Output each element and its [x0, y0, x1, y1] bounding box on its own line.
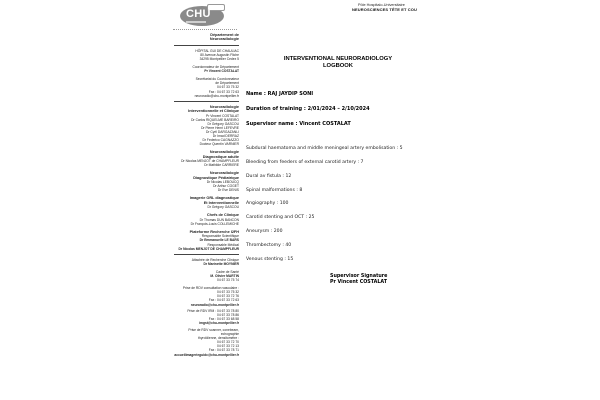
- staff-member: Dr Emmanuelle LE BARS: [199, 238, 239, 243]
- section-heading: Interventionnelle et Clinique: [188, 109, 239, 114]
- rdv-line: Fax : 04 67 33 78 71: [208, 348, 239, 353]
- rdv-line: Prise de RDV IRM : 04 67 33 78 80: [187, 309, 239, 314]
- divider: [174, 254, 239, 255]
- rdv-line: 04 67 33 72 13: [217, 344, 239, 349]
- title-line: LOGBOOK: [323, 62, 353, 69]
- signature-name: Pr Vincent COSTALAT: [330, 280, 388, 285]
- cadre-phone: 04 67 33 75 74: [217, 278, 239, 283]
- staff-section: [170, 196, 239, 209]
- address-line: 34295 Montpellier Cedex 5: [199, 57, 239, 61]
- rdv-line: Prise de RDV consultation vasculaire :: [182, 286, 239, 291]
- staff-member: Dr Arthur COGET: [213, 184, 239, 189]
- secretariat: [170, 77, 239, 97]
- logo-subline: [186, 21, 206, 23]
- staff-member: Dr Federico CAGNAZZO: [202, 138, 239, 143]
- section-heading: Et Interventionnelle: [203, 200, 239, 205]
- rdv-line: Fax : 04 67 33 72 63: [208, 298, 239, 303]
- staff-section: [170, 230, 239, 251]
- rdv-email: accueilimagerieguidc@chu-montpellier.fr: [174, 352, 239, 357]
- procedure-item: Dural av fistula : 12: [246, 174, 292, 179]
- secretariat-line: Secrétariat du Coordonnateur: [195, 77, 239, 82]
- staff-member: Responsable Scientifique: [201, 234, 239, 239]
- staff-member: Dr Grégory GASCOU: [207, 205, 239, 210]
- staff-member: Dr Nicolas LEBOUCQ: [206, 180, 239, 185]
- address-line: 80 Avenue Augustin Fliche: [200, 52, 239, 57]
- staff-member: Dr François-Louis COLLEMICHE: [190, 221, 239, 226]
- divider: [174, 45, 239, 46]
- procedure-item: Thrombectomy : 40: [246, 243, 292, 248]
- section-heading: Neuroradiologie: [209, 104, 239, 109]
- procedure-item: Angiography : 100: [246, 201, 289, 206]
- chu-logo: [180, 2, 224, 26]
- procedure-item: Bleeding from feeders of external carotid artery : 7: [246, 160, 364, 165]
- divider: [174, 101, 239, 102]
- section-heading: Plateforme Recherche I2FH: [189, 229, 239, 234]
- document-title: [272, 56, 404, 69]
- staff-section: [170, 150, 239, 167]
- research-attache-name: Dr Marinette MOYNIER: [203, 261, 239, 266]
- cadre-name: M. Olivier MARTIN: [210, 273, 239, 278]
- procedure-item: Carotid stenting and OCT : 25: [246, 215, 315, 220]
- staff-member: Dr Nicolas MENJOT de CHAMPFLEUR: [181, 159, 239, 164]
- rdv-line: 04 67 33 72 76: [217, 294, 239, 299]
- staff-member: Dr Pierre Henri LEFEVRE: [201, 125, 239, 130]
- section-heading: Diagnostique adulte: [202, 154, 239, 159]
- rdv-irm: [170, 309, 239, 325]
- rdv-line: 04 67 33 78 86: [217, 313, 239, 318]
- section-heading: Neuroradiologie: [209, 171, 239, 176]
- staff-section: [170, 171, 239, 192]
- staff-member: Pr Vincent COSTALAT: [206, 113, 239, 118]
- title-line: INTERVENTIONAL NEURORADIOLOGY: [283, 56, 393, 62]
- rdv-email: neuroradio@chu-montpellier.fr: [190, 302, 239, 307]
- coordinator-name: Pr Vincent COSTALAT: [204, 69, 239, 74]
- staff-member: Docteur Quentin VARNIER: [199, 142, 239, 147]
- training-duration: Duration of training : 2/01/2024 – 2/10/2024: [246, 106, 370, 112]
- department-name: [170, 33, 239, 42]
- secretariat-line: 04 67 33 75 32: [217, 85, 239, 90]
- trainee-name: Name : RAJ JAYDIP SONI: [246, 91, 314, 97]
- department-line: Neuroradiologie: [209, 37, 239, 42]
- procedure-item: Venous stenting : 15: [246, 257, 294, 262]
- supervisor-signature-block: [330, 274, 387, 286]
- logo-divider: [173, 29, 237, 30]
- signature-label: Supervisor Signature: [330, 274, 388, 279]
- rdv-line: Prise de RDV scanner, conebeam, echographie: [188, 328, 239, 337]
- pole-name: NEUROSCIENCES TÊTE ET COU: [352, 7, 417, 12]
- procedure-item: Spinal malformations : 8: [246, 188, 303, 193]
- hospital-address: [170, 49, 239, 61]
- staff-member: Dr Nicolas MENJOT DE CHAMPFLEUR: [178, 246, 239, 251]
- research-attache-title: Attachée de Recherche Clinique: [191, 257, 239, 262]
- section-heading: Diagnostique Pédiatrique: [193, 175, 239, 180]
- rdv-email: imgst@chu-montpellier.fr: [199, 321, 239, 326]
- staff-section: [170, 105, 239, 147]
- department-line: Département de: [210, 33, 239, 37]
- staff-member: Dr Carlos RIQUELME BAREIRO: [191, 117, 239, 122]
- rdv-line: 04 67 33 75 32: [217, 290, 239, 295]
- secretariat-line: Fax : 04 67 33 72 63: [208, 89, 239, 94]
- rdv-consultation: [170, 286, 239, 306]
- logo-text: CHU: [186, 8, 211, 20]
- rdv-line: Fax : 04 67 33 68 58: [208, 317, 239, 322]
- secretariat-line: de Département: [215, 81, 239, 86]
- pole-header: [352, 3, 417, 12]
- staff-section: [170, 213, 239, 226]
- coordinator-title: Coordonnateur de Département: [192, 65, 239, 70]
- procedure-item: Subdural haematoma and middle meningeal artery embolisation : 5: [246, 146, 403, 151]
- staff-member: Dr Grégory GASCOU: [207, 121, 239, 126]
- procedure-item: Aneurysm : 200: [246, 229, 283, 234]
- supervisor-name: Supervisor name : Vincent COSTALAT: [246, 121, 351, 127]
- section-heading: Neuroradiologie: [209, 150, 239, 155]
- secretariat-email: neuroradio@chu-montpellier.fr: [194, 93, 239, 98]
- section-heading: Imagerie ORL diagnostique: [189, 196, 239, 201]
- staff-member: Dr Imad DERRAZ: [212, 134, 239, 139]
- letterhead-sidebar: [170, 33, 239, 357]
- staff-member: Dr Mathilde CARRIERE: [204, 163, 239, 168]
- rdv-line: 04 67 33 72 70: [217, 340, 239, 345]
- pole-line: Pôle Hospitalo-Universitaire: [358, 3, 405, 7]
- staff-member: Dr Eve DENIS: [217, 188, 239, 193]
- address-line: HÔPITAL GUI DE CHAULIAC: [195, 48, 239, 53]
- cadre-title: Cadre de Santé: [215, 269, 239, 274]
- staff-member: Dr Thomas DUN BANCON: [199, 217, 239, 222]
- staff-member: Responsable Médical: [207, 242, 239, 247]
- section-heading: Chefs de Clinique: [206, 213, 239, 218]
- rdv-scanner: [170, 328, 239, 357]
- staff-member: Dr Cyril DARGAZANLI: [206, 129, 239, 134]
- rdv-line: thyroïdienne, densitomètre :: [198, 336, 239, 341]
